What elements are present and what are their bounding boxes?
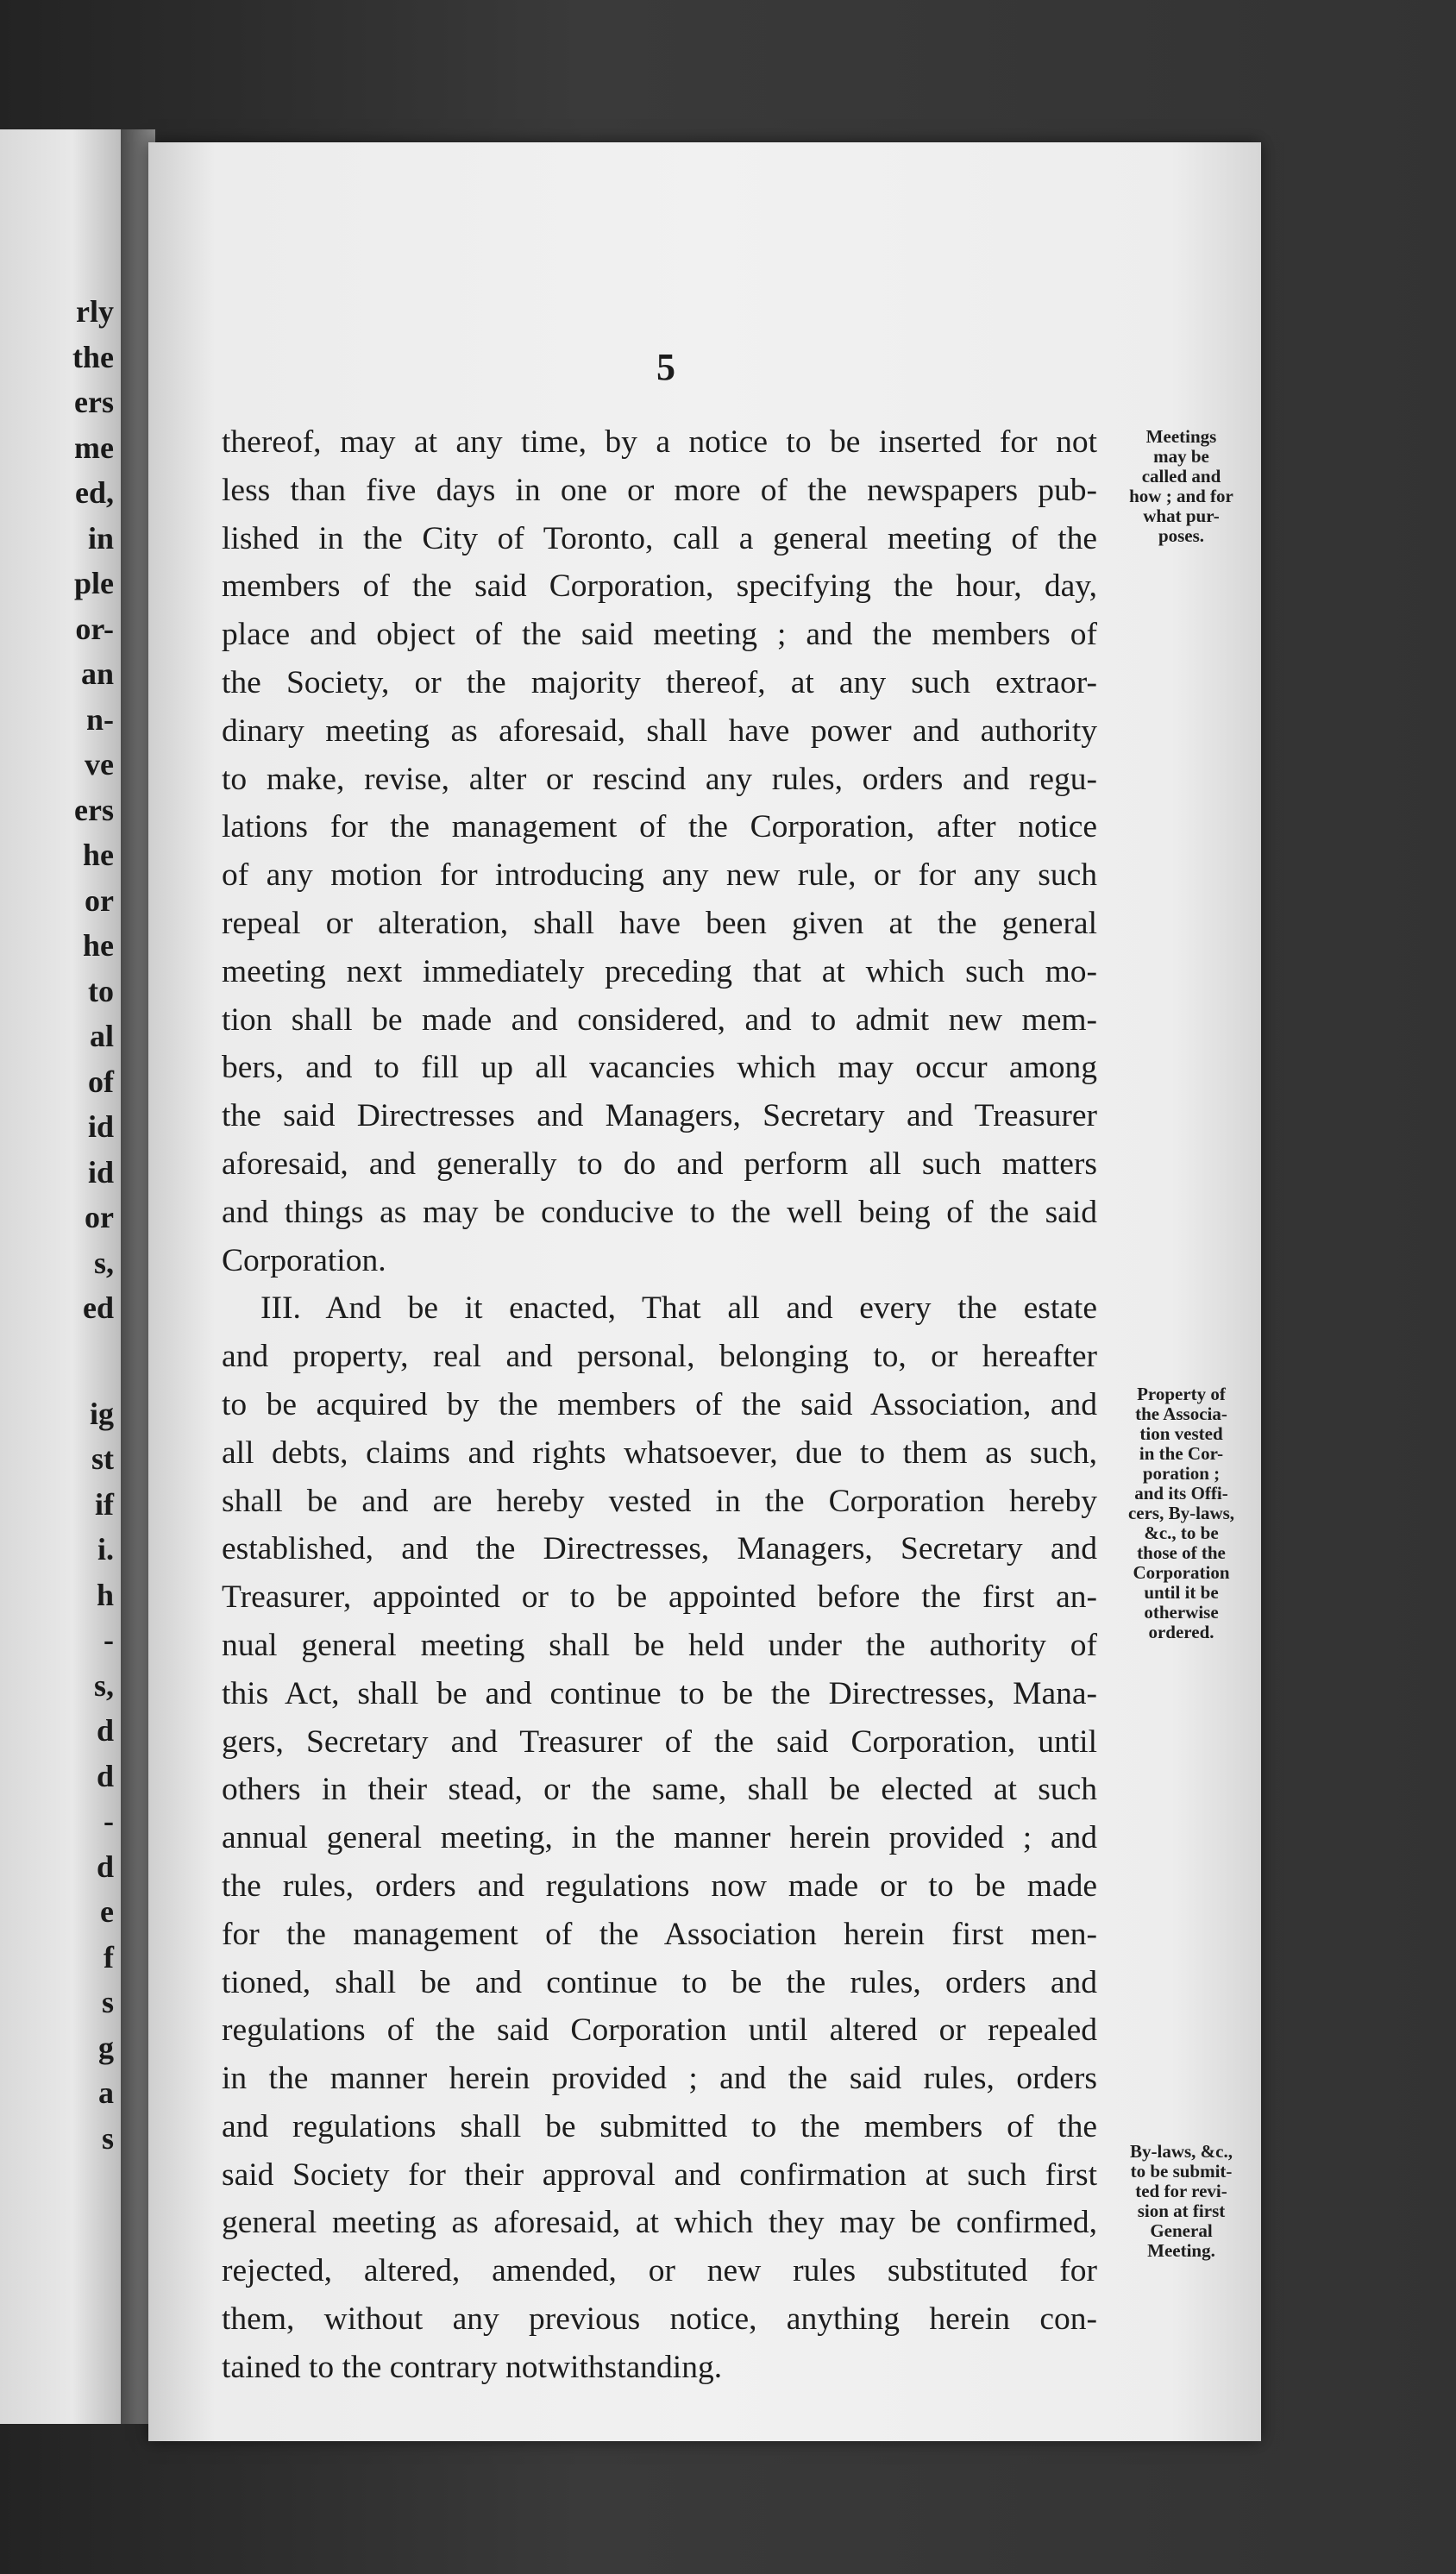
- left-page-fragment: f: [104, 1939, 114, 1974]
- margin-note-line: ordered.: [1148, 1622, 1214, 1642]
- text-line: thereof, may at any time, by a notice to be inserted for not: [222, 424, 1097, 460]
- margin-note-line: and its Offi-: [1134, 1483, 1228, 1504]
- text-line: and things as may be conducive to the well being of the said: [222, 1194, 1097, 1230]
- left-page-fragment: s: [101, 2120, 114, 2156]
- text-line: of any motion for introducing any new rule, or for any such: [222, 857, 1097, 894]
- text-line: place and object of the said meeting ; and the members of: [222, 617, 1097, 653]
- text-line: lished in the City of Toronto, call a general meeting of the: [222, 520, 1097, 556]
- left-page-fragment: he: [83, 838, 114, 872]
- left-page-fragment: ed: [83, 1290, 114, 1325]
- left-page-fragment: ig: [89, 1396, 114, 1431]
- left-page-fragment: of: [88, 1064, 114, 1099]
- book-page: [148, 142, 1261, 2441]
- text-line: and regulations shall be submitted to the members of the: [222, 2108, 1097, 2144]
- margin-note-line: cers, By-laws,: [1127, 1503, 1235, 1523]
- margin-note-line: By-laws, &c.,: [1130, 2141, 1233, 2162]
- text-line: to be acquired by the members of the said Association, and: [222, 1386, 1097, 1422]
- margin-note-line: &c., to be: [1144, 1522, 1219, 1543]
- margin-note-property: [1101, 1384, 1261, 1642]
- text-line: general meeting as aforesaid, at which they may be confirmed,: [222, 2205, 1097, 2241]
- text-line: said Society for their approval and confirmation at such first: [222, 2157, 1097, 2193]
- left-page-fragment: in: [87, 520, 114, 556]
- text-line: the said Directresses and Managers, Secretary and Treasurer: [222, 1098, 1097, 1134]
- left-page-fragment: ed,: [75, 475, 114, 510]
- text-line: established, and the Directresses, Managers, Secretary and: [222, 1531, 1097, 1567]
- text-line: this Act, shall be and continue to be the Directresses, Mana-: [222, 1675, 1097, 1711]
- text-line: III. And be it enacted, That all and every the estate: [260, 1290, 1097, 1327]
- margin-note-line: Meeting.: [1147, 2240, 1215, 2261]
- text-line: the Society, or the majority thereof, at any such extraor-: [222, 664, 1097, 700]
- margin-note-line: how ; and for: [1129, 486, 1233, 506]
- margin-note-bylaws: [1101, 2142, 1261, 2261]
- left-facing-page: [0, 129, 121, 2424]
- text-line: bers, and to fill up all vacancies which may occur among: [222, 1050, 1097, 1086]
- left-page-fragment: or: [85, 882, 114, 918]
- margin-note-line: Meetings: [1145, 426, 1217, 447]
- left-page-fragment: d: [96, 1849, 114, 1884]
- margin-note-line: ted for revi-: [1135, 2181, 1227, 2201]
- margin-note-line: until it be: [1144, 1582, 1219, 1603]
- left-page-fragment: the: [72, 339, 114, 374]
- left-page-fragment: i.: [97, 1532, 114, 1566]
- margin-note-line: Property of: [1137, 1384, 1226, 1404]
- text-line: all debts, claims and rights whatsoever, due to them as such,: [222, 1435, 1097, 1471]
- margin-note-line: may be: [1153, 446, 1209, 467]
- text-line: Corporation.: [222, 1242, 386, 1278]
- text-line: them, without any previous notice, anything herein con-: [222, 2301, 1097, 2338]
- left-page-fragment: d: [96, 1713, 114, 1748]
- left-page-fragment: n-: [85, 701, 114, 737]
- text-line: annual general meeting, in the manner herein provided ; and: [222, 1820, 1097, 1856]
- left-page-fragment: he: [83, 928, 114, 963]
- left-page-fragment: -: [104, 1623, 114, 1657]
- text-line: meeting next immediately preceding that at which such mo-: [222, 953, 1097, 989]
- left-page-fragment: -: [104, 1804, 114, 1838]
- text-line: less than five days in one or more of the newspapers pub-: [222, 472, 1097, 508]
- left-page-fragment: ers: [74, 385, 114, 419]
- margin-note-line: the Associa-: [1135, 1403, 1227, 1424]
- left-page-fragment: s,: [93, 1667, 114, 1703]
- left-page-fragment: g: [98, 2030, 114, 2065]
- body-text: [222, 418, 1097, 2392]
- page-number: 5: [656, 346, 675, 388]
- text-line: for the management of the Association herein first men-: [222, 1916, 1097, 1952]
- margin-note-line: poration ;: [1142, 1463, 1221, 1484]
- text-line: tained to the contrary notwithstanding.: [222, 2349, 723, 2385]
- left-page-fragment: s,: [93, 1245, 114, 1280]
- margin-note-line: to be submit-: [1130, 2161, 1233, 2182]
- left-page-fragment: or-: [75, 611, 114, 646]
- left-page-fragment: d: [96, 1758, 114, 1793]
- text-line: tioned, shall be and continue to be the rules, orders and: [222, 1964, 1097, 2000]
- left-page-fragment: al: [89, 1019, 114, 1053]
- left-page-fragment: h: [96, 1577, 114, 1612]
- left-page-fragment: id: [87, 1154, 114, 1190]
- text-line: Treasurer, appointed or to be appointed before the first an-: [222, 1579, 1097, 1616]
- left-page-fragment: ve: [85, 747, 114, 782]
- text-line: gers, Secretary and Treasurer of the said Corporation, until: [222, 1723, 1097, 1760]
- text-line: tion shall be made and considered, and to admit new mem-: [222, 1001, 1097, 1038]
- margin-note-line: Corporation: [1133, 1562, 1230, 1583]
- text-line: and property, real and personal, belonging to, or hereafter: [222, 1339, 1097, 1375]
- margin-note-line: those of the: [1137, 1542, 1226, 1563]
- text-line: lations for the management of the Corporation, after notice: [222, 809, 1097, 845]
- text-line: to make, revise, alter or rescind any rules, orders and regu-: [222, 761, 1097, 797]
- margin-note-meetings: [1101, 427, 1261, 546]
- text-line: aforesaid, and generally to do and perform all such matters: [222, 1146, 1097, 1182]
- left-page-fragment: me: [74, 430, 114, 465]
- margin-note-line: otherwise: [1144, 1602, 1219, 1623]
- text-line: the rules, orders and regulations now made or to be made: [222, 1868, 1097, 1904]
- left-page-fragment: ple: [73, 566, 114, 600]
- left-page-fragment: or: [85, 1200, 114, 1234]
- left-page-fragment: to: [88, 973, 114, 1008]
- left-page-fragment: s: [101, 1985, 114, 2019]
- text-line: nual general meeting shall be held under the authority of: [222, 1627, 1097, 1663]
- text-line: dinary meeting as aforesaid, shall have power and authority: [222, 713, 1097, 749]
- left-page-fragment: st: [91, 1441, 114, 1476]
- left-page-fragment: id: [87, 1109, 114, 1144]
- text-line: shall be and are hereby vested in the Corporation hereby: [222, 1483, 1097, 1519]
- margin-note-line: what pur-: [1143, 505, 1220, 526]
- text-line: rejected, altered, amended, or new rules substituted for: [222, 2253, 1097, 2289]
- left-page-fragment: rly: [76, 294, 114, 329]
- text-line: regulations of the said Corporation until altered or repealed: [222, 2012, 1097, 2049]
- left-page-fragment: e: [100, 1894, 114, 1929]
- text-line: members of the said Corporation, specifying the hour, day,: [222, 568, 1097, 605]
- left-page-fragment: an: [80, 656, 114, 691]
- margin-note-line: sion at first: [1137, 2200, 1226, 2221]
- left-page-fragment: ers: [74, 792, 114, 827]
- margin-note-line: called and: [1141, 466, 1221, 487]
- margin-note-line: poses.: [1158, 525, 1205, 546]
- text-line: others in their stead, or the same, shall be elected at such: [222, 1772, 1097, 1808]
- margin-note-line: in the Cor-: [1139, 1443, 1224, 1464]
- margin-note-line: tion vested: [1139, 1423, 1223, 1444]
- text-line: in the manner herein provided ; and the said rules, orders: [222, 2061, 1097, 2097]
- left-page-fragment: a: [98, 2075, 114, 2110]
- margin-note-line: General: [1150, 2220, 1213, 2241]
- text-line: repeal or alteration, shall have been given at the general: [222, 905, 1097, 941]
- left-page-fragment: if: [95, 1486, 114, 1522]
